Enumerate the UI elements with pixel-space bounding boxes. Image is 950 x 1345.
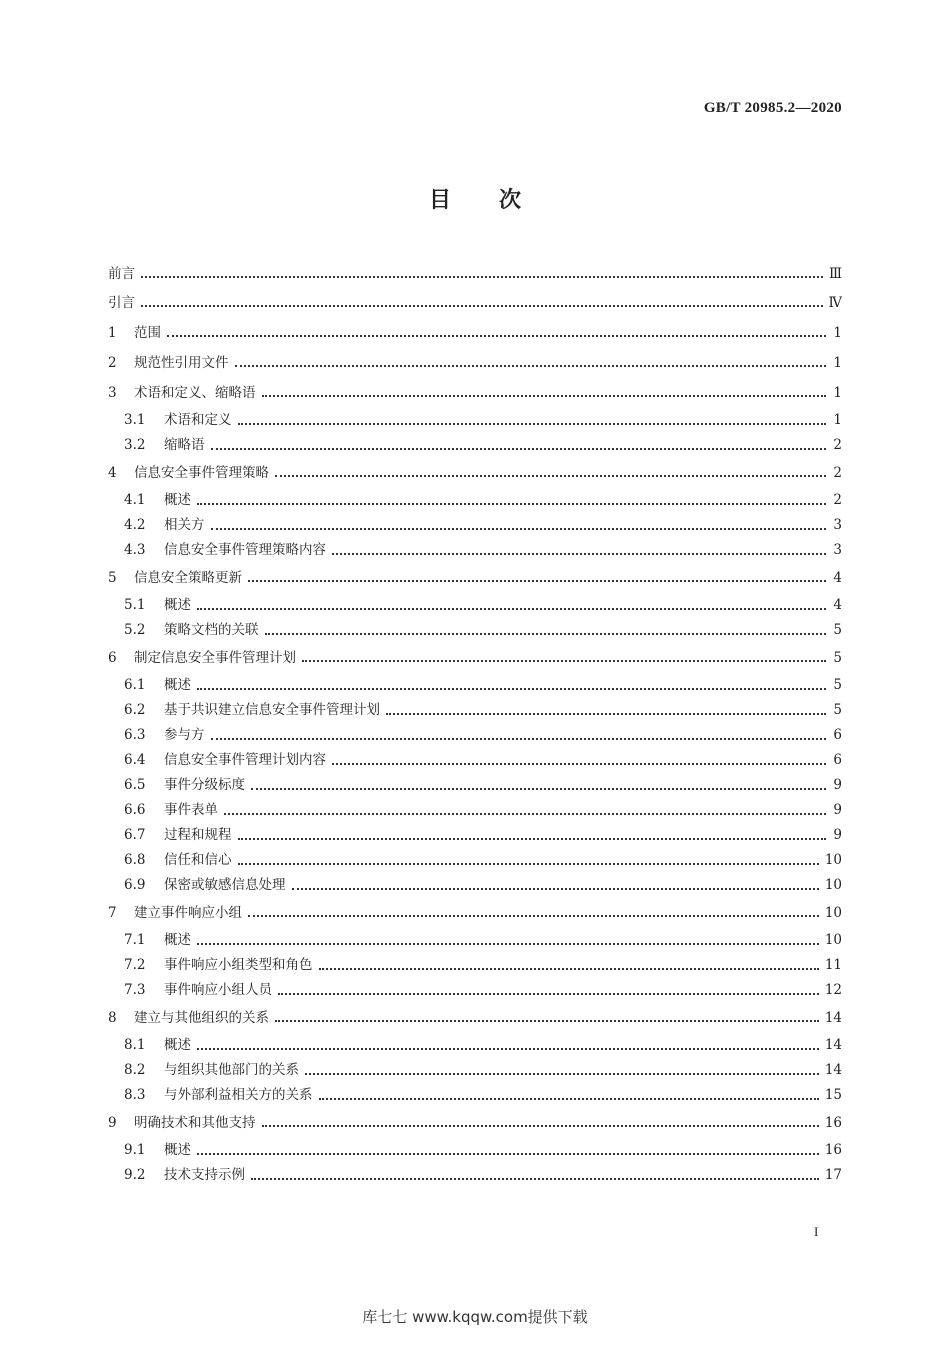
dot-leader — [262, 1111, 819, 1127]
toc-entry-number: 8.2 — [124, 1062, 146, 1078]
toc-entry-page: 2 — [833, 492, 842, 508]
toc-entry-number: 6.4 — [124, 752, 146, 768]
dot-leader — [251, 1164, 819, 1180]
dot-leader — [197, 1139, 819, 1155]
toc-entry[interactable] — [108, 408, 842, 433]
toc-entry[interactable] — [108, 928, 842, 953]
dot-leader — [275, 1006, 819, 1022]
toc-entry-number: 5 — [108, 570, 117, 586]
toc-entry-number: 3 — [108, 385, 117, 401]
dot-leader — [141, 262, 823, 278]
toc-entry-title: 明确技术和其他支持 — [134, 1115, 256, 1131]
toc-entry[interactable] — [108, 618, 842, 643]
toc-entry-page: 5 — [833, 622, 842, 638]
toc-entry-page: 1 — [833, 385, 842, 401]
toc-entry[interactable] — [108, 1138, 842, 1163]
toc-entry-page: 4 — [833, 597, 842, 613]
toc-entry[interactable] — [108, 1033, 842, 1058]
toc-entry[interactable] — [108, 378, 842, 408]
toc-entry-number: 8 — [108, 1010, 117, 1026]
toc-entry[interactable] — [108, 1083, 842, 1108]
dot-leader — [332, 539, 826, 555]
toc-entry-title: 建立事件响应小组 — [134, 905, 242, 921]
toc-entry[interactable] — [108, 898, 842, 928]
toc-entry-title: 概述 — [164, 597, 191, 613]
toc-entry-page: 16 — [824, 1142, 842, 1158]
toc-entry-page: 5 — [833, 650, 842, 666]
toc-entry-number: 6.9 — [124, 877, 146, 893]
toc-entry[interactable] — [108, 723, 842, 748]
dot-leader — [224, 799, 826, 815]
toc-entry[interactable] — [108, 348, 842, 378]
toc-entry-number: 4.3 — [124, 542, 146, 558]
toc-entry-title: 信息安全策略更新 — [134, 570, 242, 586]
toc-entry-title: 保密或敏感信息处理 — [164, 877, 286, 893]
toc-entry-title: 信任和信心 — [164, 852, 232, 868]
toc-entry-title: 制定信息安全事件管理计划 — [134, 650, 296, 666]
toc-entry[interactable] — [108, 773, 842, 798]
toc-entry-number: 1 — [108, 325, 117, 341]
toc-entry-number: 6.3 — [124, 727, 146, 743]
toc-entry[interactable] — [108, 953, 842, 978]
toc-entry-page: 17 — [824, 1167, 842, 1183]
dot-leader — [211, 514, 827, 530]
toc-entry-number: 7 — [108, 905, 117, 921]
toc-entry[interactable] — [108, 538, 842, 563]
toc-entry-page: 4 — [833, 570, 842, 586]
dot-leader — [292, 874, 819, 890]
toc-entry-page: 6 — [833, 727, 842, 743]
toc-entry-page: 10 — [824, 932, 842, 948]
toc-entry-title: 技术支持示例 — [164, 1167, 245, 1183]
toc-entry-title: 规范性引用文件 — [134, 355, 229, 371]
toc-entry-page: 5 — [833, 677, 842, 693]
toc-entry-title: 信息安全事件管理策略 — [134, 465, 269, 481]
dot-leader — [197, 674, 826, 690]
toc-entry-page: 1 — [833, 325, 842, 341]
dot-leader — [332, 749, 826, 765]
toc-entry-number: 5.2 — [124, 622, 146, 638]
toc-entry-title: 信息安全事件管理计划内容 — [164, 752, 326, 768]
toc-entry-page: 14 — [824, 1062, 842, 1078]
toc-entry[interactable] — [108, 563, 842, 593]
toc-entry[interactable] — [108, 823, 842, 848]
toc-entry-title: 引言 — [108, 295, 135, 311]
toc-entry-title: 缩略语 — [164, 437, 205, 453]
toc-entry-number: 7.3 — [124, 982, 146, 998]
dot-leader — [262, 381, 827, 397]
dot-leader — [305, 1059, 819, 1075]
toc-entry-title: 概述 — [164, 932, 191, 948]
toc-entry[interactable] — [108, 1163, 842, 1188]
toc-entry-number: 6 — [108, 650, 117, 666]
dot-leader — [238, 409, 827, 425]
toc-entry-title: 事件分级标度 — [164, 777, 245, 793]
toc-entry-page: 9 — [833, 827, 842, 843]
toc-entry-number: 5.1 — [124, 597, 146, 613]
toc-entry-number: 6.7 — [124, 827, 146, 843]
toc-entry-number: 4.2 — [124, 517, 146, 533]
toc-entry-title: 概述 — [164, 492, 191, 508]
toc-entry-title: 与外部利益相关方的关系 — [164, 1087, 313, 1103]
toc-entry-number: 6.2 — [124, 702, 146, 718]
toc-entry[interactable] — [108, 433, 842, 458]
dot-leader — [211, 434, 827, 450]
toc-entry-page: Ⅲ — [828, 266, 842, 282]
dot-leader — [386, 699, 826, 715]
toc-entry-page: 3 — [833, 542, 842, 558]
dot-leader — [248, 566, 826, 582]
toc-entry-page: 10 — [824, 905, 842, 921]
dot-leader — [197, 594, 826, 610]
toc-entry-title: 概述 — [164, 1037, 191, 1053]
toc-entry[interactable] — [108, 673, 842, 698]
toc-entry-page: 9 — [833, 777, 842, 793]
toc-entry[interactable] — [108, 798, 842, 823]
toc-entry-title: 建立与其他组织的关系 — [134, 1010, 269, 1026]
dot-leader — [278, 979, 819, 995]
toc-entry[interactable] — [108, 488, 842, 513]
standard-code: GB/T 20985.2—2020 — [703, 100, 842, 116]
toc-entry-title: 事件表单 — [164, 802, 218, 818]
toc-entry-title: 事件响应小组人员 — [164, 982, 272, 998]
toc-entry-number: 6.1 — [124, 677, 146, 693]
toc-entry-number: 4.1 — [124, 492, 146, 508]
toc-entry-page: 16 — [824, 1115, 842, 1131]
dot-leader — [197, 1034, 819, 1050]
dot-leader — [238, 849, 819, 865]
dot-leader — [197, 489, 826, 505]
toc-entry-page: 3 — [833, 517, 842, 533]
toc-entry[interactable] — [108, 288, 842, 318]
toc-entry-number: 6.5 — [124, 777, 146, 793]
dot-leader — [248, 901, 819, 917]
toc-entry-number: 8.3 — [124, 1087, 146, 1103]
toc-entry-number: 7.2 — [124, 957, 146, 973]
dot-leader — [275, 461, 826, 477]
dot-leader — [265, 619, 827, 635]
toc-entry-page: Ⅳ — [828, 295, 842, 311]
toc-entry-title: 策略文档的关联 — [164, 622, 259, 638]
toc-entry[interactable] — [108, 513, 842, 538]
toc-entry-title: 信息安全事件管理策略内容 — [164, 542, 326, 558]
toc-entry-number: 9 — [108, 1115, 117, 1131]
toc-entry-title: 与组织其他部门的关系 — [164, 1062, 299, 1078]
toc-entry[interactable] — [108, 260, 842, 288]
toc-entry-number: 6.8 — [124, 852, 146, 868]
toc-entry-title: 基于共识建立信息安全事件管理计划 — [164, 702, 380, 718]
toc-entry-title: 前言 — [108, 266, 135, 282]
dot-leader — [319, 954, 819, 970]
toc-entry-page: 14 — [824, 1037, 842, 1053]
toc-entry-title: 过程和规程 — [164, 827, 232, 843]
toc-entry[interactable] — [108, 978, 842, 1003]
dot-leader — [235, 351, 827, 367]
toc-entry-title: 相关方 — [164, 517, 205, 533]
toc-entry[interactable] — [108, 458, 842, 488]
toc-entry[interactable] — [108, 643, 842, 673]
toc-entry-number: 9.2 — [124, 1167, 146, 1183]
toc-entry-page: 10 — [824, 852, 842, 868]
toc-entry[interactable] — [108, 873, 842, 898]
toc-entry-page: 9 — [833, 802, 842, 818]
toc-entry-page: 10 — [824, 877, 842, 893]
toc-entry-page: 11 — [824, 957, 842, 973]
dot-leader — [302, 646, 826, 662]
toc-entry-page: 5 — [833, 702, 842, 718]
toc-entry-title: 术语和定义、缩略语 — [134, 385, 256, 401]
toc-entry-page: 2 — [833, 437, 842, 453]
toc-entry-page: 6 — [833, 752, 842, 768]
dot-leader — [167, 321, 826, 337]
dot-leader — [319, 1084, 819, 1100]
toc-entry-page: 1 — [833, 412, 842, 428]
toc-entry[interactable] — [108, 593, 842, 618]
toc-entry-number: 3.1 — [124, 412, 146, 428]
toc-entry-number: 9.1 — [124, 1142, 146, 1158]
toc-entry[interactable] — [108, 1058, 842, 1083]
download-watermark: 库七七 www.kqqw.com提供下载 — [362, 1308, 588, 1326]
page-number: I — [814, 1224, 819, 1239]
toc-entry-title: 概述 — [164, 677, 191, 693]
dot-leader — [211, 724, 827, 740]
toc-entry-page: 15 — [824, 1087, 842, 1103]
toc-entry-title: 范围 — [134, 325, 161, 341]
toc-entry-number: 7.1 — [124, 932, 146, 948]
toc-entry[interactable] — [108, 318, 842, 348]
toc-entry-page: 1 — [833, 355, 842, 371]
toc-entry-number: 8.1 — [124, 1037, 146, 1053]
dot-leader — [141, 291, 823, 307]
toc-entry-number: 2 — [108, 355, 117, 371]
toc-title: 目次 — [428, 188, 569, 213]
toc-entry-page: 12 — [824, 982, 842, 998]
dot-leader — [238, 824, 827, 840]
toc-entry-number: 6.6 — [124, 802, 146, 818]
toc-entry-title: 术语和定义 — [164, 412, 232, 428]
toc-entry[interactable] — [108, 748, 842, 773]
toc-entry-title: 事件响应小组类型和角色 — [164, 957, 313, 973]
toc-entry[interactable] — [108, 1108, 842, 1138]
toc-entry[interactable] — [108, 848, 842, 873]
toc-entry[interactable] — [108, 1003, 842, 1033]
toc-entry-number: 3.2 — [124, 437, 146, 453]
toc-entry-page: 14 — [824, 1010, 842, 1026]
dot-leader — [197, 929, 819, 945]
toc-entry-page: 2 — [833, 465, 842, 481]
toc-entry-title: 概述 — [164, 1142, 191, 1158]
toc-entry[interactable] — [108, 698, 842, 723]
toc-entry-number: 4 — [108, 465, 117, 481]
toc-entry-title: 参与方 — [164, 727, 205, 743]
dot-leader — [251, 774, 826, 790]
table-of-contents — [108, 260, 842, 1188]
